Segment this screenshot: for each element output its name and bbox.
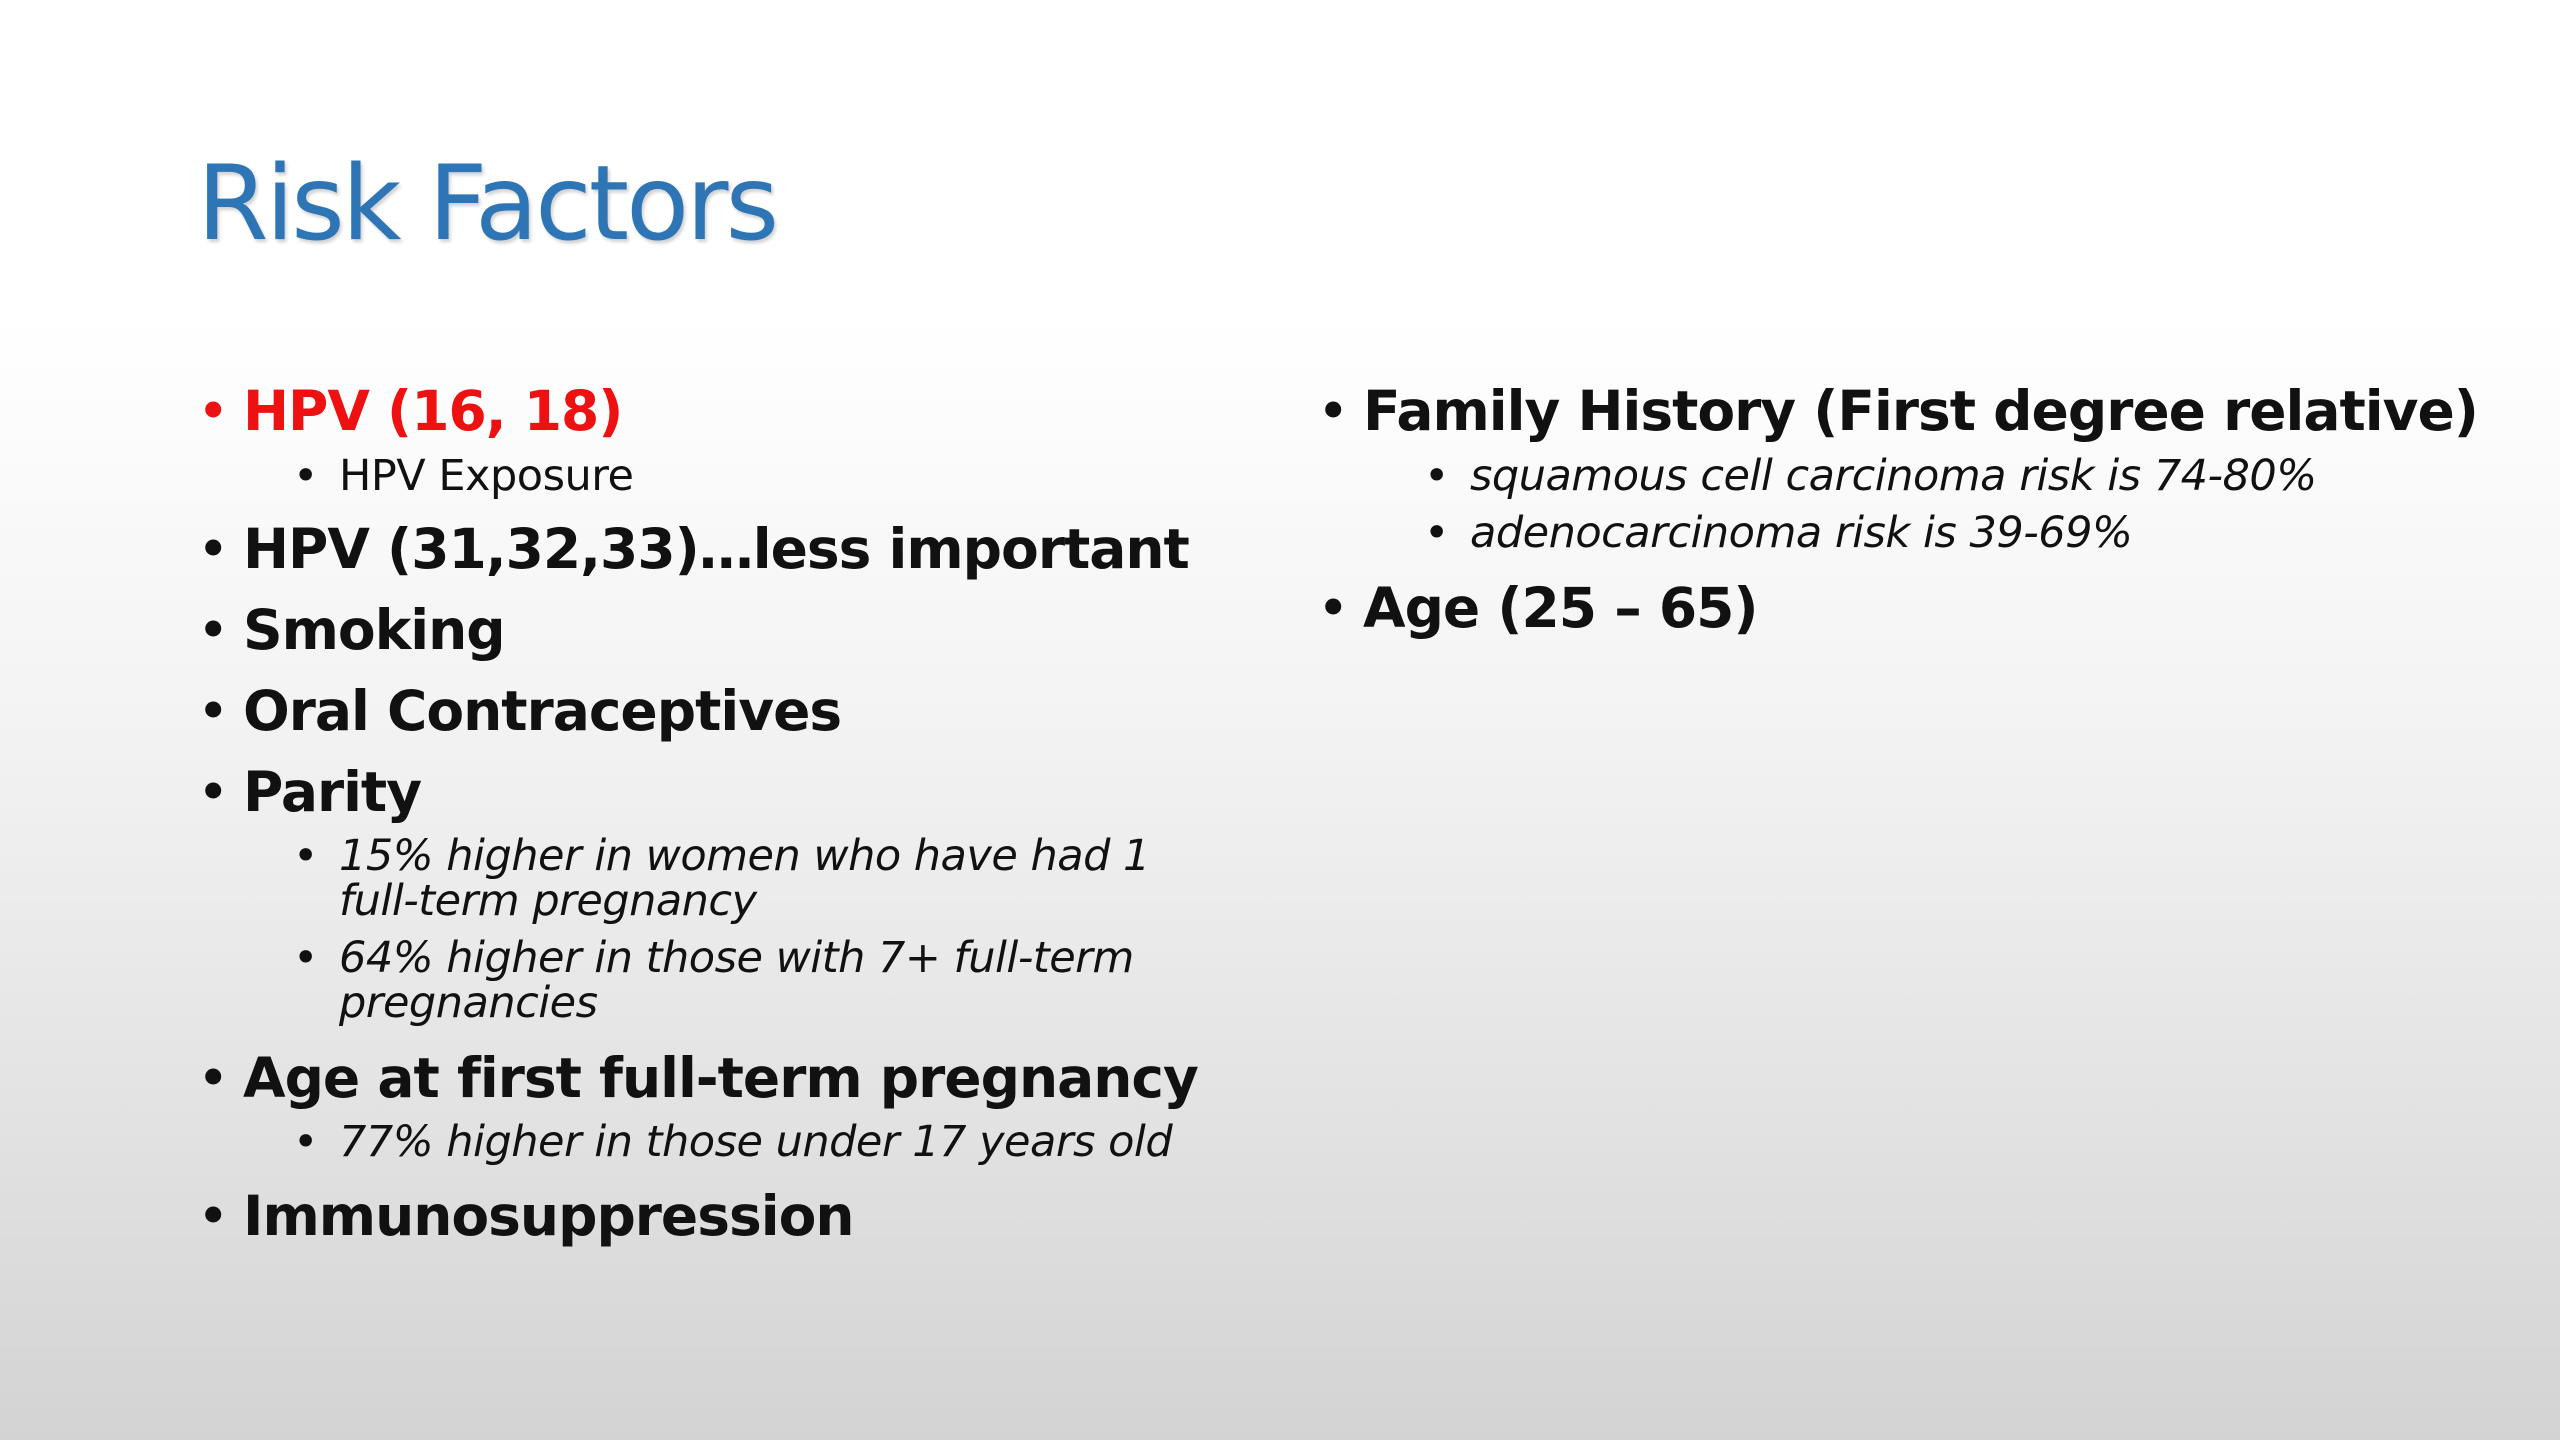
sub-bullet-parity-one-pregnancy: • 15% higher in women who have had 1 full-term pregnancy [339, 834, 1189, 924]
sub-bullet-parity-seven-pregnancies: • 64% higher in those with 7+ full-term pregnancies [339, 936, 1189, 1026]
bullet-age-range: • Age (25 – 65) [1363, 577, 1758, 640]
bullet-smoking: • Smoking [243, 599, 505, 662]
bullet-immunosuppression: • Immunosuppression [243, 1185, 854, 1248]
sub-bullet-age-under-17: • 77% higher in those under 17 years old [339, 1120, 1172, 1165]
slide-title: Risk Factors [197, 144, 777, 264]
bullet-hpv-low-risk: • HPV (31,32,33)…less important [243, 518, 1189, 581]
bullet-oral-contraceptives: • Oral Contraceptives [243, 680, 841, 743]
bullet-hpv-high-risk: • HPV (16, 18) [243, 380, 622, 443]
sub-bullet-squamous-cell-risk: • squamous cell carcinoma risk is 74-80% [1470, 454, 2317, 499]
sub-bullet-hpv-exposure: • HPV Exposure [339, 454, 633, 499]
bullet-parity: • Parity [243, 761, 421, 824]
sub-bullet-adenocarcinoma-risk: • adenocarcinoma risk is 39-69% [1470, 511, 2132, 556]
bullet-age-first-pregnancy: • Age at first full-term pregnancy [243, 1047, 1198, 1110]
bullet-family-history: • Family History (First degree relative) [1363, 380, 2478, 443]
